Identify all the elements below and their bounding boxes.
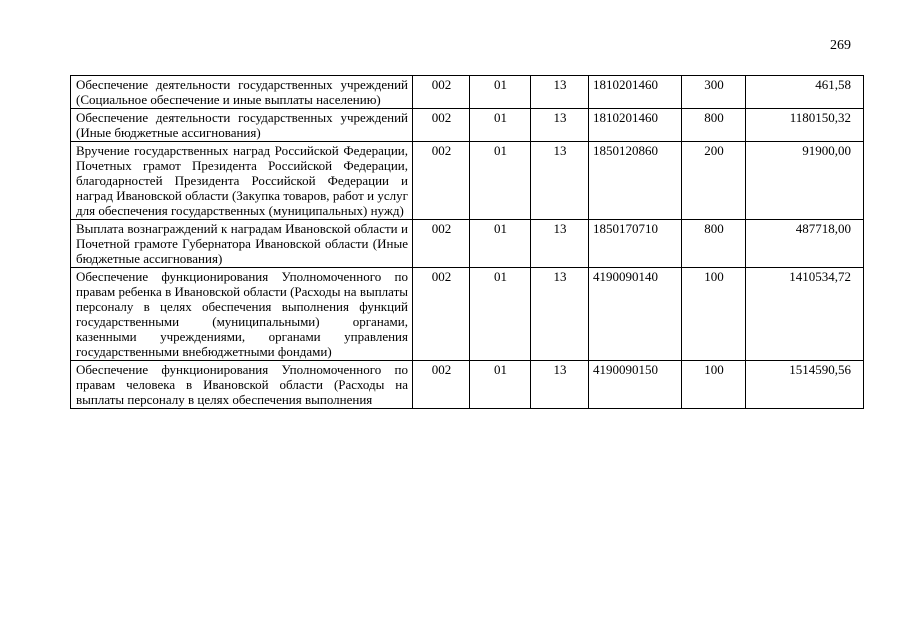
subsection-code: 13 (531, 268, 589, 361)
target-code: 4190090150 (589, 361, 682, 409)
section-code: 01 (470, 76, 531, 109)
table-row (71, 109, 864, 142)
section-code: 01 (470, 142, 531, 220)
admin-code: 002 (413, 109, 470, 142)
amount: 1410534,72 (746, 268, 864, 361)
admin-code: 002 (413, 268, 470, 361)
subsection-code: 13 (531, 220, 589, 268)
expense-type-code: 800 (682, 109, 746, 142)
subsection-code: 13 (531, 109, 589, 142)
target-code: 1850170710 (589, 220, 682, 268)
subsection-code: 13 (531, 361, 589, 409)
amount: 91900,00 (746, 142, 864, 220)
page-number: 269 (830, 38, 851, 53)
amount: 1180150,32 (746, 109, 864, 142)
section-code: 01 (470, 220, 531, 268)
subsection-code: 13 (531, 142, 589, 220)
target-code: 1850120860 (589, 142, 682, 220)
expense-type-code: 100 (682, 268, 746, 361)
target-code: 1810201460 (589, 76, 682, 109)
expense-type-code: 200 (682, 142, 746, 220)
admin-code: 002 (413, 142, 470, 220)
row-description: Обеспечение деятельности государственных учреждений (Иные бюджетные ассигнования) (71, 109, 413, 142)
target-code: 1810201460 (589, 109, 682, 142)
table-row (71, 76, 864, 109)
row-description: Вручение государственных наград Российской Федерации, Почетных грамот Президента Российской Федерации, благодарностей Президента Российской Федерации и наград Ивановской области (Закупка товаров, работ и услуг для обеспечения государственных (муниципальных) нужд) (71, 142, 413, 220)
subsection-code: 13 (531, 76, 589, 109)
amount: 1514590,56 (746, 361, 864, 409)
row-description: Выплата вознаграждений к наградам Ивановской области и Почетной грамоте Губернатора Ивановской области (Иные бюджетные ассигнования) (71, 220, 413, 268)
table-row (71, 220, 864, 268)
section-code: 01 (470, 109, 531, 142)
admin-code: 002 (413, 76, 470, 109)
table-row (71, 361, 864, 409)
row-description: Обеспечение деятельности государственных учреждений (Социальное обеспечение и иные выплаты населению) (71, 76, 413, 109)
amount: 461,58 (746, 76, 864, 109)
expense-type-code: 800 (682, 220, 746, 268)
amount: 487718,00 (746, 220, 864, 268)
target-code: 4190090140 (589, 268, 682, 361)
admin-code: 002 (413, 220, 470, 268)
expense-type-code: 100 (682, 361, 746, 409)
section-code: 01 (470, 268, 531, 361)
row-description: Обеспечение функционирования Уполномоченного по правам ребенка в Ивановской области (Расходы на выплаты персоналу в целях обеспечения выполнения функций государственными (муниципальными) органами, казенными учреждениями, органами управления государственными внебюджетными фондами) (71, 268, 413, 361)
admin-code: 002 (413, 361, 470, 409)
budget-table (70, 75, 864, 409)
table-row (71, 142, 864, 220)
row-description: Обеспечение функционирования Уполномоченного по правам человека в Ивановской области (Расходы на выплаты персоналу в целях обеспечения выполнения (71, 361, 413, 409)
expense-type-code: 300 (682, 76, 746, 109)
section-code: 01 (470, 361, 531, 409)
table-row (71, 268, 864, 361)
